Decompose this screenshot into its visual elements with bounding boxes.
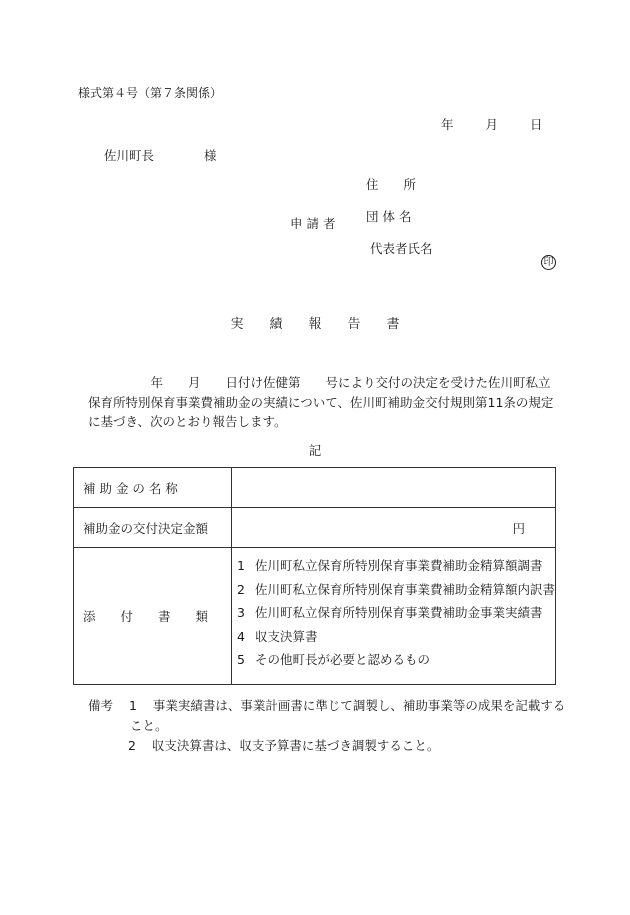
attachments-list <box>231 548 555 685</box>
date-month: 月 <box>485 117 498 132</box>
report-table <box>73 467 556 685</box>
addressee-honorific: 様 <box>204 148 217 163</box>
address-label: 住 所 <box>366 177 417 192</box>
date-year: 年 <box>441 117 454 132</box>
date-day: 日 <box>529 117 543 132</box>
document-title: 実 績 報 告 書 <box>230 317 400 332</box>
addressee <box>104 146 217 164</box>
attachments-label: 添 付 書 類 <box>74 548 232 685</box>
note-continuation: こと。 <box>130 718 168 733</box>
body-line: 年 月 日付け佐健第 号により交付の決定を受けた佐川町私立 <box>88 375 551 390</box>
notes-label: 備考 <box>88 698 114 713</box>
applicant-label: 申 請 者 <box>290 216 336 231</box>
table-row <box>74 508 556 548</box>
form-number: 様式第４号（第７条関係） <box>78 86 223 100</box>
list-item: 3 佐川町私立保育所特別保育事業費補助金事業実績書 <box>236 605 543 620</box>
addressee-name: 佐川町長 <box>104 148 155 163</box>
list-item: 2 佐川町私立保育所特別保育事業費補助金精算額内訳書 <box>236 581 555 597</box>
list-item: 4 収支決算書 <box>236 628 318 644</box>
date-line <box>441 115 542 133</box>
list-item: 5 その他町長が必要と認めるもの <box>236 652 430 667</box>
representative-name-label: 代表者氏名 <box>370 241 433 256</box>
body-line: に基づき、次のとおり報告します。 <box>88 414 287 429</box>
note-item: 備考 1 事業実績書は、事業計画書に準じて調製し、補助事業等の成果を記載する <box>88 698 566 713</box>
ki-heading: 記 <box>308 443 322 458</box>
subsidy-name-value <box>231 468 555 508</box>
group-name-label: 団 体 名 <box>366 209 412 224</box>
body-paragraph <box>88 373 558 432</box>
grant-amount-value: 円 <box>231 508 555 548</box>
grant-amount-label: 補助金の交付決定金額 <box>74 508 232 548</box>
list-item: 1 佐川町私立保育所特別保育事業費補助金精算額調書 <box>236 558 543 573</box>
notes <box>88 696 565 756</box>
subsidy-name-label: 補 助 金 の 名 称 <box>74 468 232 508</box>
note-item: 2 収支決算書は、収支予算書に基づき調製すること。 <box>128 738 440 753</box>
table-row <box>74 548 556 685</box>
seal-mark: 印 <box>541 255 556 270</box>
body-line: 保育所特別保育事業費補助金の実績について、佐川町補助金交付規則第11条の規定 <box>88 394 554 410</box>
table-row <box>74 468 556 508</box>
